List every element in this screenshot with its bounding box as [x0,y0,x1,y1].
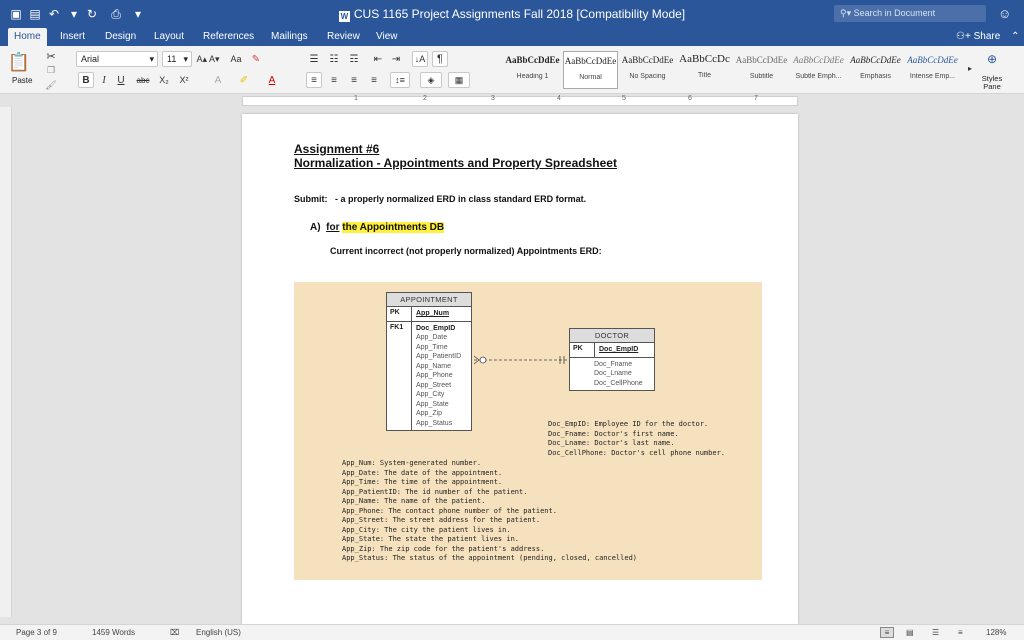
window-title: W CUS 1165 Project Assignments Fall 2018 [Compatibility Mode] [340,7,686,21]
note-line: App_PatientID: The id number of the patient. [342,487,528,496]
chevron-down-icon: ▾ [183,54,188,64]
tab-view[interactable]: View [376,31,398,42]
proofing-icon[interactable]: ⌧ [170,628,180,637]
entity-field: App_Name [416,362,452,370]
styles-more-icon[interactable]: ▸ [967,63,972,73]
note-line: App_Zip: The zip code for the patient's address. [342,544,545,553]
undo-icon[interactable]: ↶ [48,7,60,21]
tab-home[interactable]: Home [8,28,47,46]
fields-row [570,358,654,391]
print-icon[interactable]: ⎙ [111,6,121,21]
decrease-indent-icon[interactable]: ⇤ [373,53,383,65]
language[interactable]: English (US) [196,628,241,637]
zoom-level[interactable]: 128% [986,628,1007,637]
change-case-icon[interactable]: Aa [230,54,242,64]
redo-icon[interactable]: ↻ [86,7,98,21]
style-normal[interactable]: AaBbCcDdEe Normal [563,51,618,89]
ribbon-home [0,46,1024,94]
section-a-heading: A) for the Appointments DB [310,222,445,233]
feedback-smiley-icon[interactable]: ☺ [998,6,1012,21]
word-count[interactable]: 1459 Words [92,628,135,637]
font-name-select[interactable]: Arial ▾ [76,51,158,67]
note-line: Doc_CellPhone: Doctor's cell phone number. [548,448,726,457]
entity-field: Doc_Lname [594,370,632,377]
entity-title: APPOINTMENT [387,293,471,307]
doctor-notes [548,420,725,458]
cut-icon[interactable]: ✂ [46,50,56,63]
align-left-icon[interactable]: ≡ [306,72,322,88]
ruler-number: 6 [688,95,692,102]
text-effects-icon[interactable]: A [214,74,222,86]
bold-button[interactable]: B [78,72,94,88]
ruler-number: 7 [754,95,758,102]
erd-diagram [294,282,762,580]
sidebar-toggle-icon[interactable]: ▣ [10,7,22,21]
search-input[interactable]: ⚲▾ Search in Document [834,5,986,22]
ruler-strip[interactable] [242,96,798,106]
multilevel-list-icon[interactable]: ☶ [349,53,359,65]
assignment-subheading: Normalization - Appointments and Property Spreadsheet [294,156,617,170]
note-line: App_Date: The date of the appointment. [342,468,503,477]
note-line: App_Street: The street address for the patient. [342,516,541,524]
share-button[interactable]: ⚇+ Share ⌃ [956,31,1020,42]
numbering-icon[interactable]: ☷ [329,53,339,65]
pk-field: App_Num [416,310,450,317]
entity-field: App_Status [416,419,453,427]
ruler-number: 4 [557,95,561,102]
ribbon-tab-bar [0,28,1024,46]
document-page[interactable] [242,114,798,624]
tab-mailings[interactable]: Mailings [271,31,308,42]
undo-dropdown-icon[interactable]: ▾ [70,7,78,21]
italic-button[interactable]: I [102,74,106,86]
relationship-connector [472,352,572,368]
copy-icon[interactable]: ❐ [46,64,56,75]
note-line: App_Num: System-generated number. [342,459,482,467]
key-label: PK [387,307,412,321]
style-emphasis[interactable]: AaBbCcDdEe Emphasis [850,55,901,80]
style-intense-emphasis[interactable]: AaBbCcDdEe Intense Emp... [907,55,958,80]
entity-field: App_Date [416,334,448,341]
save-icon[interactable]: ▤ [29,7,41,21]
paste-icon[interactable]: 📋 [7,51,31,72]
entity-field: App_Zip [416,410,443,417]
styles-pane-icon[interactable]: ⊕ [986,52,998,66]
bullets-icon[interactable]: ☰ [309,53,319,65]
assignment-heading: Assignment #6 [294,142,380,156]
note-line: App_City: The city the patient lives in. [342,525,511,534]
paste-button-label[interactable]: Paste [12,76,33,85]
style-no-spacing[interactable]: AaBbCcDdEe No Spacing [621,55,674,80]
collapse-ribbon-icon[interactable]: ⌃ [1011,31,1020,42]
font-size-select[interactable]: 11 ▾ [162,51,192,67]
search-icon: ⚲▾ [840,8,854,18]
ruler-number: 2 [423,95,427,102]
entity-field: App_State [416,400,449,408]
add-person-icon: ⚇+ [956,31,974,42]
subscript-button[interactable]: X₂ [159,75,169,85]
draft-view-icon[interactable]: ≡ [958,628,963,637]
entity-field: Doc_Fname [594,360,633,368]
style-title[interactable]: AaBbCcDc Title [679,53,730,79]
customize-toolbar-icon[interactable]: ▾ [134,7,142,21]
underline-button[interactable]: U [117,74,125,86]
line-spacing-icon[interactable]: ↕≡ [390,72,410,88]
sort-icon[interactable]: ↓A [412,51,428,67]
ruler-number: 5 [622,95,626,102]
key-label: FK1 [387,322,412,431]
note-line: App_Name: The name of the patient. [342,497,486,505]
fields-row [387,322,471,431]
word-doc-icon: W [340,12,349,21]
doctor-entity [569,328,655,391]
styles-pane-button[interactable]: Styles Pane [981,74,1003,91]
web-layout-icon[interactable]: ▤ [906,628,914,637]
entity-field: Doc_EmpID [416,324,456,332]
submit-line: Submit: - a properly normalized ERD in class standard ERD format. [294,194,587,204]
grow-font-button[interactable]: A▴ A▾ [196,53,220,64]
chevron-down-icon: ▾ [149,54,154,64]
strikethrough-button[interactable]: abc [136,75,150,85]
increase-indent-icon[interactable]: ⇥ [391,53,401,65]
style-heading-1[interactable]: AaBbCcDdEe Heading 1 [505,55,560,80]
key-label: PK [570,343,595,357]
entity-field: App_Phone [416,372,453,379]
ruler-number: 1 [354,95,358,102]
show-marks-icon[interactable]: ¶ [432,51,448,67]
outline-view-icon[interactable]: ☰ [932,628,940,637]
note-line: App_State: The state the patient lives in. [342,535,520,543]
tab-insert[interactable]: Insert [60,31,86,42]
horizontal-ruler[interactable] [0,95,1024,107]
current-erd-label: Current incorrect (not properly normalized) Appointments ERD: [330,246,602,256]
appointment-notes [342,459,637,564]
entity-field: App_Street [416,381,452,389]
style-subtle-emphasis[interactable]: AaBbCcDdEe Subtle Emph... [793,55,844,80]
highlight-color-icon[interactable]: ✐ [239,74,249,86]
status-bar [0,624,1024,640]
note-line: App_Time: The time of the appointment. [342,478,503,486]
title-bar [0,0,1024,28]
entity-field: App_PatientID [416,353,462,360]
entity-title: DOCTOR [570,329,654,343]
tab-review[interactable]: Review [327,31,360,42]
note-line: Doc_EmpID: Employee ID for the doctor. [548,420,709,428]
tab-references[interactable]: References [203,31,255,42]
align-right-icon[interactable]: ≡ [351,74,357,86]
superscript-button[interactable]: X² [179,75,189,85]
tab-layout[interactable]: Layout [154,31,185,42]
pk-field: Doc_EmpID [599,346,639,353]
note-line: App_Phone: The contact phone number of the patient. [342,506,557,515]
entity-field: App_City [416,391,445,398]
entity-field: Doc_CellPhone [594,379,643,387]
page-count[interactable]: Page 3 of 9 [16,628,57,637]
shading-icon[interactable]: ◈ [420,72,442,88]
vertical-ruler[interactable] [0,107,12,617]
note-line: App_Status: The status of the appointment (pending, closed, cancelled) [342,554,638,562]
font-color-icon[interactable]: A [268,74,276,86]
print-layout-icon[interactable]: ≡ [880,627,894,638]
style-subtitle[interactable]: AaBbCcDdEe Subtitle [735,55,788,80]
pk-row [570,343,654,358]
note-line: Doc_Lname: Doctor's last name. [548,439,675,447]
appointment-entity [386,292,472,431]
entity-field: App_Time [416,343,448,351]
styles-gallery [505,49,964,91]
ruler-number: 3 [491,95,495,102]
note-line: Doc_Fname: Doctor's first name. [548,429,679,438]
borders-icon[interactable]: ▦ [448,72,470,88]
format-painter-icon[interactable]: 🖌 [45,79,57,90]
clear-formatting-icon[interactable]: ✎ [251,53,261,65]
pk-row [387,307,471,322]
align-center-icon[interactable]: ≡ [331,74,337,86]
tab-design[interactable]: Design [105,31,137,42]
justify-icon[interactable]: ≡ [371,74,377,86]
